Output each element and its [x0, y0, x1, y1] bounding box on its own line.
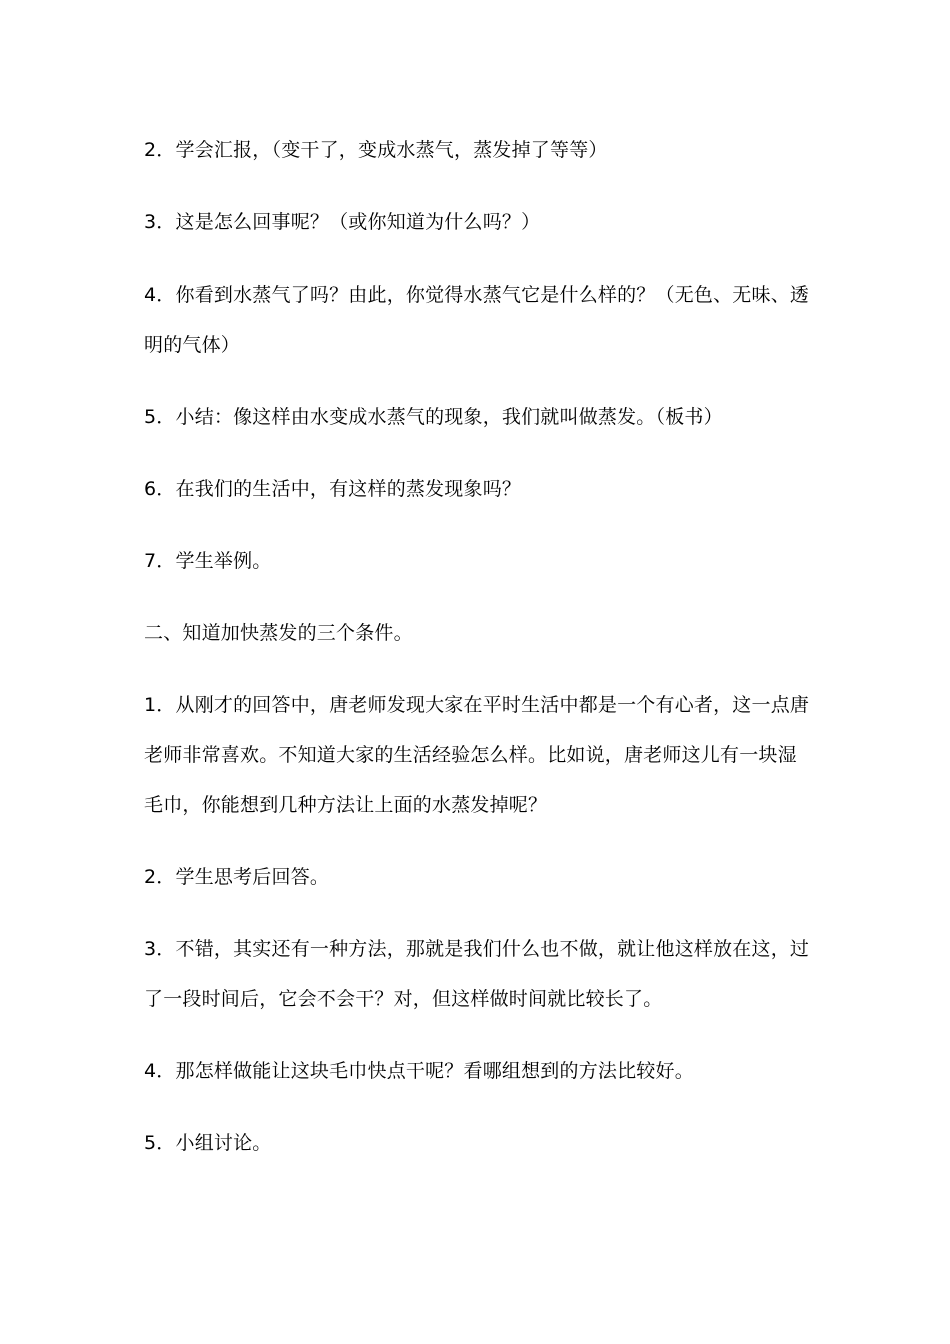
text-line: 毛巾，你能想到几种方法让上面的水蒸发掉呢？ [144, 794, 548, 816]
text-line: 6．在我们的生活中，有这样的蒸发现象吗？ [144, 478, 522, 500]
text-line: 了一段时间后，它会不会干？对，但这样做时间就比较长了。 [144, 988, 663, 1010]
text-line: 5．小组讨论。 [144, 1132, 272, 1154]
text-line: 1．从刚才的回答中，唐老师发现大家在平时生活中都是一个有心者，这一点唐 [144, 694, 810, 716]
text-line: 4．那怎样做能让这块毛巾快点干呢？看哪组想到的方法比较好。 [144, 1060, 694, 1082]
text-line: 老师非常喜欢。不知道大家的生活经验怎么样。比如说，唐老师这儿有一块湿 [144, 744, 797, 766]
section-heading: 二、知道加快蒸发的三个条件。 [144, 622, 413, 644]
text-line: 明的气体） [144, 334, 241, 356]
text-line: 3．不错，其实还有一种方法，那就是我们什么也不做，就让他这样放在这，过 [144, 938, 810, 960]
text-line: 2．学生思考后回答。 [144, 866, 330, 888]
text-line: 3．这是怎么回事呢？（或你知道为什么吗？） [144, 211, 541, 233]
text-line: 2．学会汇报，（变干了，变成水蒸气，蒸发掉了等等） [144, 139, 608, 161]
text-line: 7．学生举例。 [144, 550, 272, 572]
text-line: 5．小结：像这样由水变成水蒸气的现象，我们就叫做蒸发。（板书） [144, 406, 723, 428]
text-line: 4．你看到水蒸气了吗？由此，你觉得水蒸气它是什么样的？（无色、无味、透 [144, 284, 810, 306]
